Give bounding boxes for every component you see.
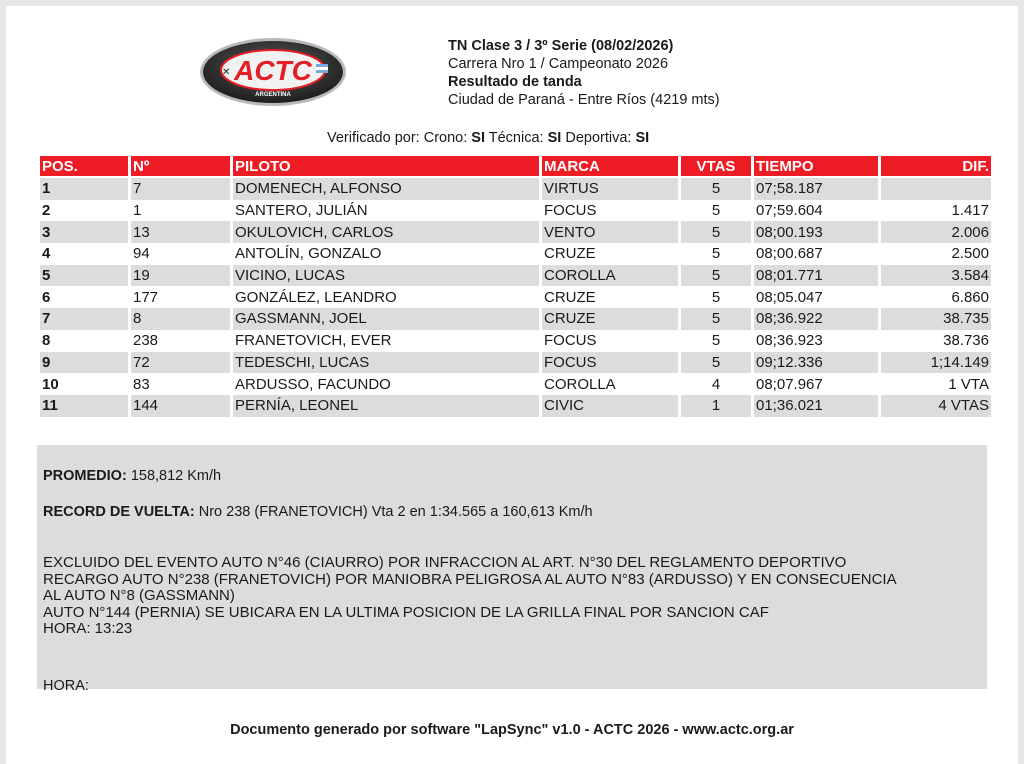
cell-number: 72 [131, 352, 230, 374]
observations [43, 555, 897, 638]
table-row [40, 221, 991, 243]
cell-marca: CRUZE [542, 286, 678, 308]
cell-marca: COROLLA [542, 265, 678, 287]
col-header-piloto: PILOTO [233, 156, 539, 178]
cell-pos: 3 [40, 221, 128, 243]
cell-vtas: 5 [681, 265, 751, 287]
observation-line: RECARGO AUTO N°238 (FRANETOVICH) POR MANIOBRA PELIGROSA AL AUTO N°83 (ARDUSSO) Y EN CONSECUENCIA [43, 570, 897, 588]
cell-piloto: OKULOVICH, CARLOS [233, 221, 539, 243]
table-row [40, 373, 991, 395]
table-row [40, 178, 991, 200]
cell-piloto: ARDUSSO, FACUNDO [233, 373, 539, 395]
cell-dif: 2.500 [881, 243, 991, 265]
svg-text:ARGENTINA: ARGENTINA [255, 92, 291, 98]
col-header-marca: MARCA [542, 156, 678, 178]
table-row [40, 200, 991, 222]
cell-vtas: 5 [681, 243, 751, 265]
deportiva-value: SI [635, 130, 650, 146]
cell-tiempo: 08;07.967 [754, 373, 878, 395]
cell-vtas: 5 [681, 221, 751, 243]
cell-dif: 6.860 [881, 286, 991, 308]
record-label: RECORD DE VUELTA: [43, 504, 195, 520]
cell-marca: CIVIC [542, 395, 678, 417]
tecnica-value: SI [547, 130, 562, 146]
cell-number: 238 [131, 330, 230, 352]
cell-number: 83 [131, 373, 230, 395]
cell-dif: 38.735 [881, 308, 991, 330]
cell-tiempo: 07;58.187 [754, 178, 878, 200]
cell-dif [881, 178, 991, 200]
record-value: Nro 238 (FRANETOVICH) Vta 2 en 1:34.565 a 160,613 Km/h [198, 504, 593, 520]
result-heading: Resultado de tanda [448, 74, 582, 90]
cell-tiempo: 07;59.604 [754, 200, 878, 222]
cell-pos: 2 [40, 200, 128, 222]
cell-tiempo: 01;36.021 [754, 395, 878, 417]
cell-piloto: ANTOLÍN, GONZALO [233, 243, 539, 265]
cell-number: 8 [131, 308, 230, 330]
col-header-dif: DIF. [881, 156, 991, 178]
cell-tiempo: 09;12.336 [754, 352, 878, 374]
cell-vtas: 5 [681, 308, 751, 330]
cell-vtas: 5 [681, 352, 751, 374]
cell-piloto: PERNÍA, LEONEL [233, 395, 539, 417]
promedio-value: 158,812 Km/h [130, 468, 222, 484]
cell-piloto: GONZÁLEZ, LEANDRO [233, 286, 539, 308]
cell-dif: 4 VTAS [881, 395, 991, 417]
cell-number: 7 [131, 178, 230, 200]
cell-number: 13 [131, 221, 230, 243]
cell-dif: 1;14.149 [881, 352, 991, 374]
cell-piloto: DOMENECH, ALFONSO [233, 178, 539, 200]
cell-piloto: VICINO, LUCAS [233, 265, 539, 287]
col-header-vtas: VTAS [681, 156, 751, 178]
table-header-row [40, 156, 991, 178]
cell-vtas: 1 [681, 395, 751, 417]
cell-marca: FOCUS [542, 200, 678, 222]
table-row [40, 265, 991, 287]
event-header [448, 37, 720, 109]
crono-value: SI [471, 130, 485, 146]
cell-vtas: 4 [681, 373, 751, 395]
cell-vtas: 5 [681, 286, 751, 308]
record-line [43, 504, 593, 520]
observation-line: EXCLUIDO DEL EVENTO AUTO N°46 (CIAURRO) POR INFRACCION AL ART. N°30 DEL REGLAMENTO DEPORTIVO [43, 554, 847, 571]
table-row [40, 286, 991, 308]
cell-marca: FOCUS [542, 330, 678, 352]
cell-marca: VENTO [542, 221, 678, 243]
cell-dif: 2.006 [881, 221, 991, 243]
cell-dif: 1.417 [881, 200, 991, 222]
cell-dif: 3.584 [881, 265, 991, 287]
logo-text: ACTC [234, 55, 312, 86]
footer-note: Documento generado por software "LapSync" v1.0 - ACTC 2026 - www.actc.org.ar [230, 722, 794, 738]
cell-number: 94 [131, 243, 230, 265]
cell-tiempo: 08;01.771 [754, 265, 878, 287]
cell-pos: 7 [40, 308, 128, 330]
cell-tiempo: 08;05.047 [754, 286, 878, 308]
cell-piloto: SANTERO, JULIÁN [233, 200, 539, 222]
hora-line [43, 678, 89, 694]
cell-pos: 6 [40, 286, 128, 308]
promedio-line [43, 468, 221, 484]
event-location: Ciudad de Paraná - Entre Ríos (4219 mts) [448, 92, 720, 108]
cell-vtas: 5 [681, 330, 751, 352]
cell-pos: 11 [40, 395, 128, 417]
cell-dif: 38.736 [881, 330, 991, 352]
cell-tiempo: 08;36.923 [754, 330, 878, 352]
document-page [6, 6, 1018, 764]
cell-pos: 5 [40, 265, 128, 287]
table-row [40, 395, 991, 417]
results-table [37, 156, 994, 417]
observation-line: HORA: 13:23 [43, 620, 133, 637]
cell-number: 144 [131, 395, 230, 417]
cell-marca: VIRTUS [542, 178, 678, 200]
cell-tiempo: 08;00.193 [754, 221, 878, 243]
cell-piloto: GASSMANN, JOEL [233, 308, 539, 330]
actc-logo [198, 36, 348, 108]
actc-logo-icon [198, 36, 348, 108]
cell-tiempo: 08;00.687 [754, 243, 878, 265]
col-header-tiempo: TIEMPO [754, 156, 878, 178]
table-row [40, 243, 991, 265]
hora-label: HORA: [43, 678, 89, 694]
verification-line [327, 130, 649, 146]
cell-vtas: 5 [681, 178, 751, 200]
cell-number: 177 [131, 286, 230, 308]
cell-pos: 1 [40, 178, 128, 200]
verification-prefix: Verificado por: Crono: [327, 130, 468, 146]
cell-tiempo: 08;36.922 [754, 308, 878, 330]
table-row [40, 330, 991, 352]
cell-marca: CRUZE [542, 308, 678, 330]
col-header-number: Nº [131, 156, 230, 178]
cell-marca: FOCUS [542, 352, 678, 374]
event-title: TN Clase 3 / 3º Serie (08/02/2026) [448, 38, 674, 54]
cell-number: 19 [131, 265, 230, 287]
cell-piloto: FRANETOVICH, EVER [233, 330, 539, 352]
promedio-label: PROMEDIO: [43, 468, 127, 484]
cell-dif: 1 VTA [881, 373, 991, 395]
observation-line: AL AUTO N°8 (GASSMANN) [43, 587, 235, 604]
cell-marca: COROLLA [542, 373, 678, 395]
cell-pos: 4 [40, 243, 128, 265]
cell-pos: 9 [40, 352, 128, 374]
cell-pos: 8 [40, 330, 128, 352]
table-row [40, 308, 991, 330]
tecnica-label: Técnica: [488, 130, 544, 146]
cell-vtas: 5 [681, 200, 751, 222]
cell-number: 1 [131, 200, 230, 222]
deportiva-label: Deportiva: [565, 130, 632, 146]
table-row [40, 352, 991, 374]
col-header-pos: POS. [40, 156, 128, 178]
cell-marca: CRUZE [542, 243, 678, 265]
event-subtitle: Carrera Nro 1 / Campeonato 2026 [448, 56, 669, 72]
cell-pos: 10 [40, 373, 128, 395]
cell-piloto: TEDESCHI, LUCAS [233, 352, 539, 374]
svg-text:✕: ✕ [222, 67, 231, 78]
observation-line: AUTO N°144 (PERNIA) SE UBICARA EN LA ULTIMA POSICION DE LA GRILLA FINAL POR SANCION CAF [43, 603, 769, 621]
notes-panel [37, 445, 987, 694]
